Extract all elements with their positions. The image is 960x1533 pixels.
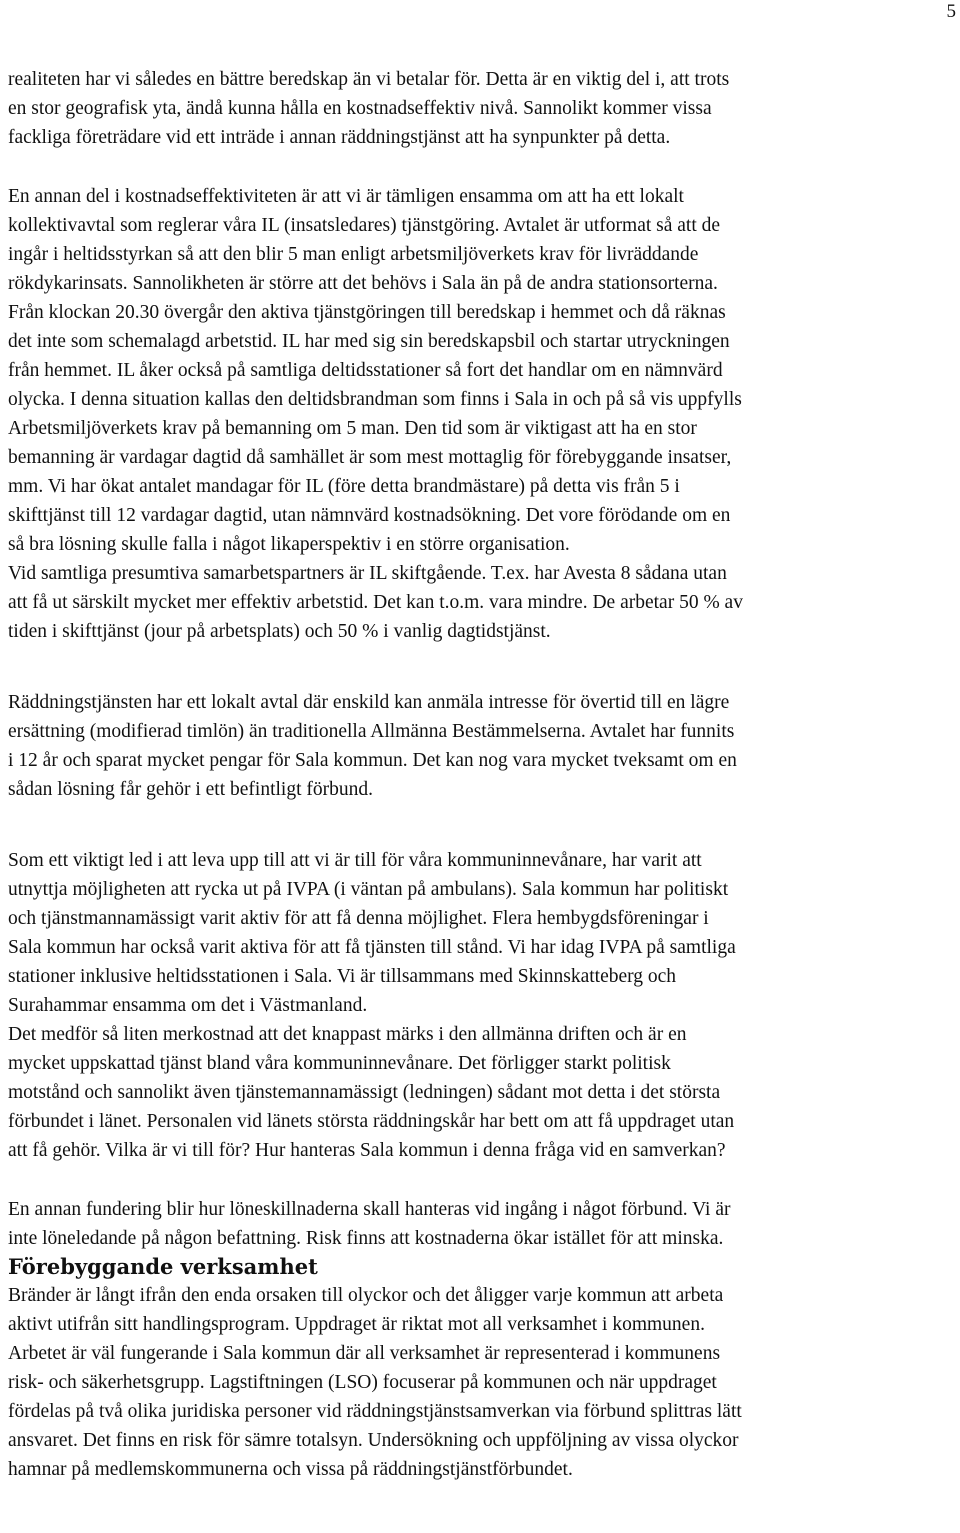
text-line: det inte som schemalagd arbetstid. IL har med sig sin beredskapsbil och startar utryckningen	[8, 331, 730, 352]
page-number: 5	[946, 1, 956, 22]
text-line: så bra lösning skulle falla i något likaperspektiv i en större organisation.	[8, 534, 570, 555]
text-line: kollektivavtal som reglerar våra IL (insatsledares) tjänstgöring. Avtalet är utformat så att de	[8, 215, 721, 236]
text-line: fackliga företrädare vid ett inträde i annan räddningstjänst att ha synpunkter på detta.	[8, 127, 671, 148]
text-line: att få gehör. Vilka är vi till för? Hur hanteras Sala kommun i denna fråga vid en samverkan?	[8, 1140, 726, 1161]
text-line: mycket uppskattad tjänst bland våra kommuninnevånare. Det förligger starkt politisk	[8, 1053, 671, 1074]
text-line: En annan fundering blir hur löneskillnaderna skall hanteras vid ingång i något förbund. Vi är	[8, 1199, 731, 1220]
paragraph-5	[8, 1195, 956, 1253]
text-line: fördelas på två olika juridiska personer vid räddningstjänstsamverkan via förbund splittras lätt	[8, 1401, 742, 1422]
paragraph-4	[8, 846, 956, 1165]
text-line: Från klockan 20.30 övergår den aktiva tjänstgöringen till beredskap i hemmet och då räknas	[8, 302, 726, 323]
text-line: en stor geografisk yta, ändå kunna hålla en kostnadseffektiv nivå. Sannolikt kommer vissa	[8, 98, 712, 119]
text-line: Arbetet är väl fungerande i Sala kommun där all verksamhet är representerad i kommunens	[8, 1343, 721, 1364]
section-paragraph	[8, 1281, 956, 1484]
text-line: Sala kommun har också varit aktiva för att få tjänsten till stånd. Vi har idag IVPA på samtliga	[8, 937, 736, 958]
text-line: motstånd och sannolikt även tjänstemannamässigt (ledningen) sådant mot detta i det största	[8, 1082, 721, 1103]
text-line: realiteten har vi således en bättre beredskap än vi betalar för. Detta är en viktig del i, att trots	[8, 69, 730, 90]
text-line: risk- och säkerhetsgrupp. Lagstiftningen (LSO) focuserar på kommunen och när uppdraget	[8, 1372, 717, 1393]
paragraph-3	[8, 688, 956, 804]
text-line: Det medför så liten merkostnad att det knappast märks i den allmänna driften och är en	[8, 1024, 687, 1045]
text-line: rökdykarinsats. Sannolikheten är större att det behövs i Sala än på de andra stationsorterna.	[8, 273, 718, 294]
text-line: Räddningstjänsten har ett lokalt avtal där enskild kan anmäla intresse för övertid till en lägre	[8, 692, 730, 713]
section-heading: Förebyggande verksamhet	[8, 1254, 318, 1279]
text-line: aktivt utifrån sitt handlingsprogram. Uppdraget är riktat mot all verksamhet i kommunen.	[8, 1314, 705, 1335]
text-line: sådan lösning får gehör i ett befintligt förbund.	[8, 779, 373, 800]
text-line: hamnar på medlemskommunerna och vissa på räddningstjänstförbundet.	[8, 1459, 573, 1480]
text-line: att få ut särskilt mycket mer effektiv arbetstid. Det kan t.o.m. vara mindre. De arbetar 50 % av	[8, 592, 743, 613]
text-line: Bränder är långt ifrån den enda orsaken till olyckor och det åligger varje kommun att arbeta	[8, 1285, 724, 1306]
text-line: förbundet i länet. Personalen vid länets största räddningskår har bett om att få uppdraget utan	[8, 1111, 735, 1132]
text-line: bemanning är vardagar dagtid då samhället är som mest mottaglig för förebyggande insatser,	[8, 447, 732, 468]
paragraph-2	[8, 182, 956, 646]
text-line: Som ett viktigt led i att leva upp till att vi är till för våra kommuninnevånare, har varit att	[8, 850, 702, 871]
text-line: mm. Vi har ökat antalet mandagar för IL (före detta brandmästare) på detta vis från 5 i	[8, 476, 680, 497]
text-line: från hemmet. IL åker också på samtliga deltidsstationer så fort det handlar om en nämnvärd	[8, 360, 723, 381]
text-line: Arbetsmiljöverkets krav på bemanning om 5 man. Den tid som är viktigast att ha en stor	[8, 418, 697, 439]
text-line: skifttjänst till 12 vardagar dagtid, utan nämnvärd kostnadsökning. Det vore förödande om en	[8, 505, 731, 526]
text-line: stationer inklusive heltidsstationen i Sala. Vi är tillsammans med Skinnskatteberg och	[8, 966, 677, 987]
text-line: Vid samtliga presumtiva samarbetspartners är IL skiftgående. T.ex. har Avesta 8 sådana utan	[8, 563, 727, 584]
text-line: i 12 år och sparat mycket pengar för Sala kommun. Det kan nog vara mycket tveksamt om en	[8, 750, 737, 771]
text-line: ingår i heltidsstyrkan så att den blir 5 man enligt arbetsmiljöverkets krav för livräddande	[8, 244, 699, 265]
text-line: ersättning (modifierad timlön) än traditionella Allmänna Bestämmelserna. Avtalet har funnits	[8, 721, 735, 742]
text-line: Surahammar ensamma om det i Västmanland.	[8, 995, 368, 1016]
text-line: En annan del i kostnadseffektiviteten är att vi är tämligen ensamma om att ha ett lokalt	[8, 186, 684, 207]
text-line: ansvaret. Det finns en risk för sämre totalsyn. Undersökning och uppföljning av vissa olyckor	[8, 1430, 739, 1451]
text-line: utnyttja möjligheten att rycka ut på IVPA (i väntan på ambulans). Sala kommun har politiskt	[8, 879, 729, 900]
text-line: och tjänstmannamässigt varit aktiv för att få denna möjlighet. Flera hembygdsföreningar i	[8, 908, 709, 929]
paragraph-1	[8, 65, 956, 152]
text-line: olycka. I denna situation kallas den deltidsbrandman som finns i Sala in och på så vis uppfylls	[8, 389, 742, 410]
text-line: inte löneledande på någon befattning. Risk finns att kostnaderna ökar istället för att minska.	[8, 1228, 724, 1249]
document-body	[8, 65, 956, 1484]
text-line: tiden i skifttjänst (jour på arbetsplats) och 50 % i vanlig dagtidstjänst.	[8, 621, 551, 642]
